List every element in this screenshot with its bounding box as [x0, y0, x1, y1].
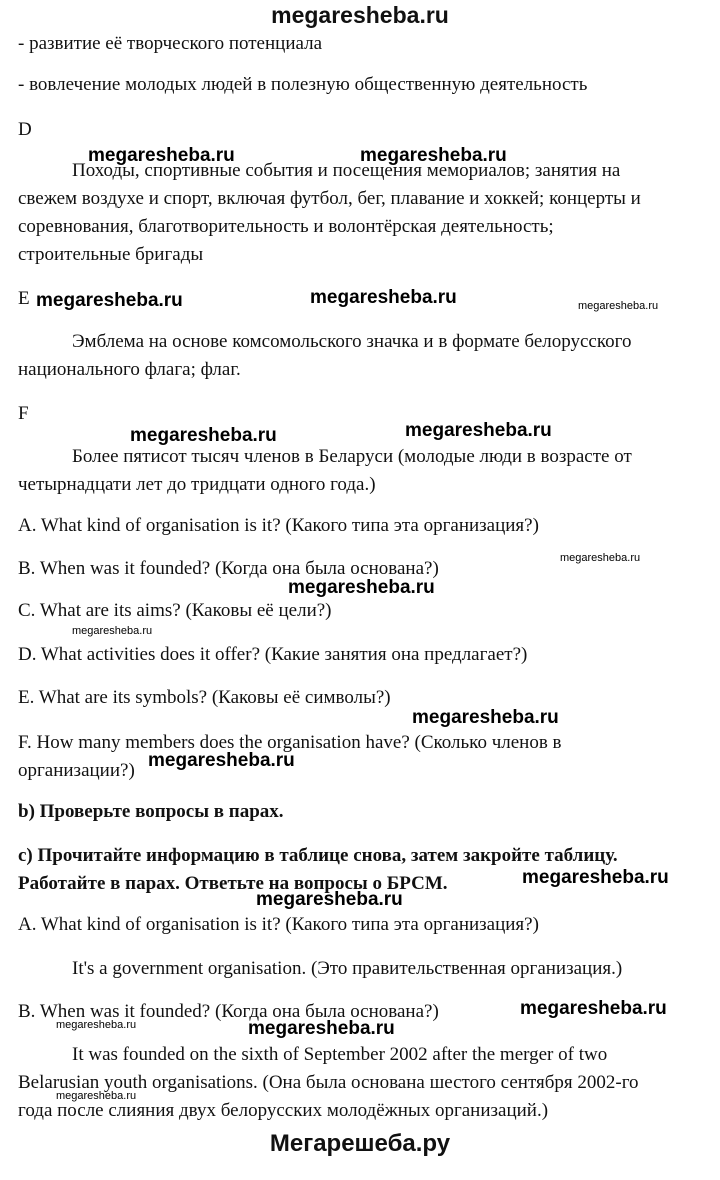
- answer-b-line-2: Belarusian youth organisations. (Она была основана шестого сентября 2002-го: [18, 1072, 639, 1093]
- section-e-letter: E: [18, 288, 30, 309]
- watermark-small: megaresheba.ru: [56, 1090, 137, 1102]
- answer-question-a: A. What kind of organisation is it? (Какого типа эта организация?): [18, 914, 539, 935]
- answer-a: It's a government organisation. (Это правительственная организация.): [72, 958, 623, 979]
- aim-line-2: - вовлечение молодых людей в полезную общественную деятельность: [18, 74, 588, 95]
- watermark: megaresheba.ru: [130, 425, 277, 446]
- section-d-line-1: Походы, спортивные события и посещения мемориалов; занятия на: [72, 160, 621, 181]
- question-a: A. What kind of organisation is it? (Какого типа эта организация?): [18, 515, 539, 536]
- watermark: megaresheba.ru: [310, 287, 457, 308]
- watermark-small: megaresheba.ru: [72, 625, 153, 637]
- watermark: megaresheba.ru: [405, 420, 552, 441]
- answer-b-line-3: года после слияния двух белорусских молодёжных организаций.): [18, 1100, 549, 1121]
- watermark: megaresheba.ru: [412, 707, 559, 728]
- section-d-line-4: строительные бригады: [18, 244, 204, 265]
- watermark-small: megaresheba.ru: [578, 300, 659, 312]
- watermark: megaresheba.ru: [522, 867, 669, 888]
- watermark: megaresheba.ru: [360, 145, 507, 166]
- section-e-line-2: национального флага; флаг.: [18, 359, 241, 380]
- section-f-line-2: четырнадцати лет до тридцати одного года.): [18, 474, 376, 495]
- section-d-letter: D: [18, 119, 32, 140]
- question-d: D. What activities does it offer? (Какие занятия она предлагает?): [18, 644, 528, 665]
- header-watermark: megaresheba.ru: [271, 2, 449, 28]
- footer-watermark: Мегарешеба.ру: [269, 1130, 451, 1157]
- watermark: megaresheba.ru: [36, 290, 183, 311]
- aim-line-1: - развитие её творческого потенциала: [18, 33, 322, 54]
- watermark: megaresheba.ru: [520, 998, 667, 1019]
- question-c: C. What are its aims? (Каковы её цели?): [18, 600, 332, 621]
- answer-b-line-1: It was founded on the sixth of September 2002 after the merger of two: [72, 1044, 608, 1065]
- question-e: E. What are its symbols? (Каковы её символы?): [18, 687, 391, 708]
- watermark: megaresheba.ru: [248, 1018, 395, 1039]
- question-b: B. When was it founded? (Когда она была основана?): [18, 558, 439, 579]
- section-f-letter: F: [18, 403, 29, 424]
- watermark: megaresheba.ru: [88, 145, 235, 166]
- watermark: megaresheba.ru: [148, 750, 295, 771]
- task-c-line-1: c) Прочитайте информацию в таблице снова, затем закройте таблицу.: [18, 845, 618, 866]
- watermark-small: megaresheba.ru: [560, 552, 641, 564]
- task-b-instruction: b) Проверьте вопросы в парах.: [18, 801, 284, 822]
- section-d-line-3: соревнования, благотворительность и волонтёрская деятельность;: [18, 216, 554, 237]
- section-f-line-1: Более пятисот тысяч членов в Беларуси (молодые люди в возрасте от: [72, 446, 632, 467]
- watermark-small: megaresheba.ru: [56, 1019, 137, 1031]
- watermark: megaresheba.ru: [288, 577, 435, 598]
- task-c-line-2: Работайте в парах. Ответьте на вопросы о БРСМ.: [18, 873, 448, 894]
- watermark: megaresheba.ru: [256, 889, 403, 910]
- section-e-line-1: Эмблема на основе комсомольского значка и в формате белорусского: [72, 331, 632, 352]
- question-f-line-2: организации?): [18, 760, 135, 781]
- section-d-line-2: свежем воздухе и спорт, включая футбол, бег, плавание и хоккей; концерты и: [18, 188, 641, 209]
- answer-question-b: B. When was it founded? (Когда она была основана?): [18, 1001, 439, 1022]
- question-f-line-1: F. How many members does the organisation have? (Сколько членов в: [18, 732, 562, 753]
